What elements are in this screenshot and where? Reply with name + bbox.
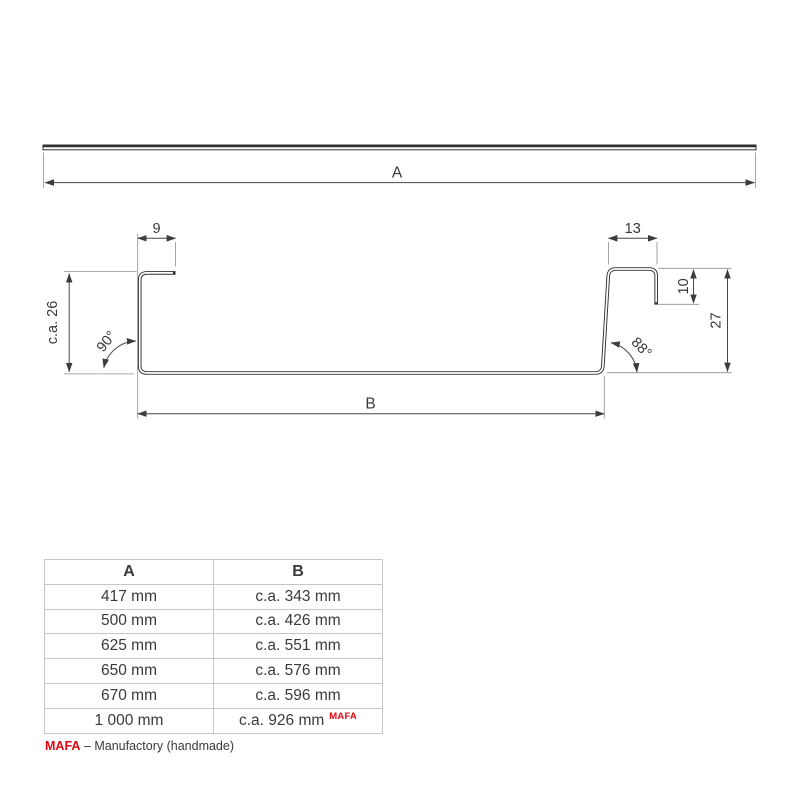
dim-label-ca26: c.a. 26	[45, 300, 61, 345]
cell-b-value: c.a. 926 mm	[239, 712, 325, 730]
cell-a: 650 mm	[45, 659, 214, 684]
size-table	[44, 559, 383, 734]
table-row	[45, 659, 383, 684]
section-profile-outline	[140, 269, 657, 373]
table-row	[45, 683, 383, 708]
cell-b	[214, 708, 383, 733]
mafa-superscript: MAFA	[329, 711, 357, 723]
table-row	[45, 634, 383, 659]
footnote-term: MAFA	[45, 739, 81, 753]
dim-label-27: 27	[708, 312, 725, 329]
cell-a: 500 mm	[45, 609, 214, 634]
cell-b: c.a. 343 mm	[214, 584, 383, 609]
cell-b: c.a. 551 mm	[214, 634, 383, 659]
footnote-description: Manufactory (handmade)	[94, 739, 234, 753]
table-header-row	[45, 560, 383, 585]
cell-a: 670 mm	[45, 683, 214, 708]
column-header-a: A	[45, 560, 214, 585]
dim-label-a: A	[391, 164, 403, 182]
column-header-b: B	[214, 560, 383, 585]
cell-a: 1 000 mm	[45, 708, 214, 733]
dim-label-b: B	[365, 395, 376, 413]
dim-label-13: 13	[624, 221, 641, 238]
footnote	[45, 739, 234, 753]
angle-label-88: 88°	[627, 334, 655, 362]
front-view	[43, 145, 756, 188]
table-row	[45, 584, 383, 609]
angle-label-90: 90°	[93, 328, 120, 356]
section-profile-core	[140, 269, 657, 373]
cell-b: c.a. 576 mm	[214, 659, 383, 684]
table-row	[45, 708, 383, 733]
footnote-separator: –	[83, 739, 91, 753]
dim-label-9: 9	[152, 221, 161, 238]
cross-section-view	[45, 221, 732, 418]
cell-a: 417 mm	[45, 584, 214, 609]
table-row	[45, 609, 383, 634]
cell-b: c.a. 426 mm	[214, 609, 383, 634]
cell-a: 625 mm	[45, 634, 214, 659]
dim-label-10: 10	[676, 278, 693, 295]
cell-b: c.a. 596 mm	[214, 683, 383, 708]
